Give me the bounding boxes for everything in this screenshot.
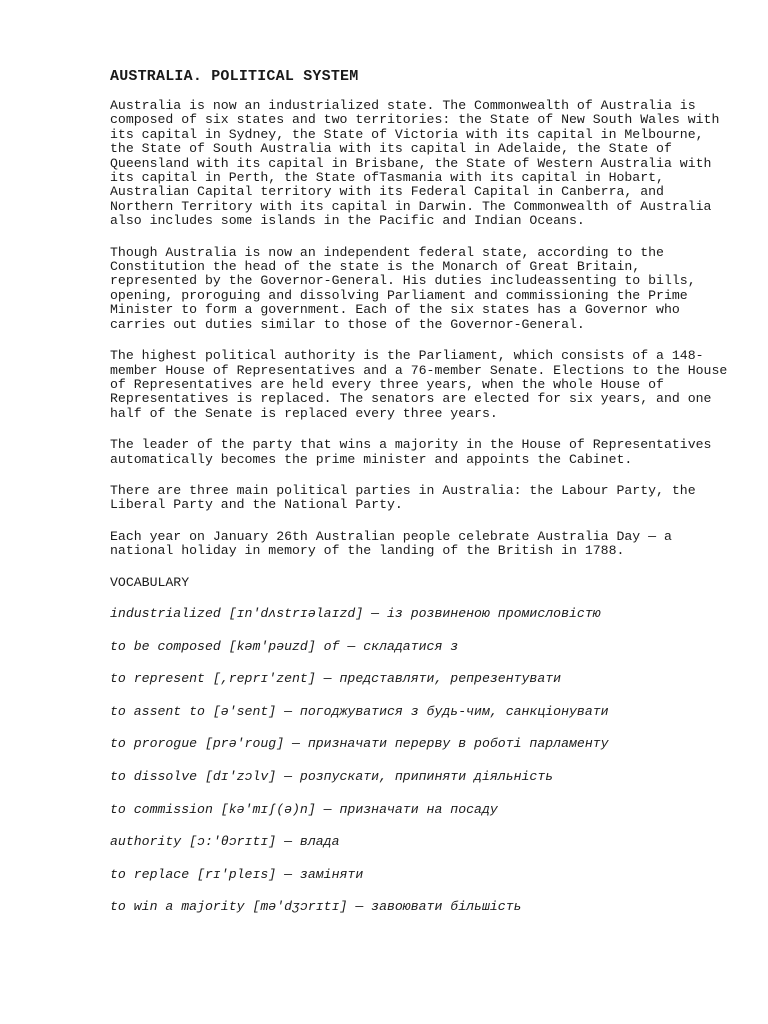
paragraph-parliament: The highest political authority is the Parliament, which consists of a 148-member House of Representatives and a 76-member Senate. Elections to the House of Representatives are held every three years, when the whole House of Representatives is replaced. The senators are elected for six years, and one half of the Senate is replaced every three years. [110, 348, 728, 421]
paragraph-monarch: Though Australia is now an independent federal state, according to the Constitution the head of the state is the Monarch of Great Britain, represented by the Governor-General. His duties includeassenting to bills, opening, proroguing and dissolving Parliament and commissioning the Prime Minister to form a government. Each of the six states has a Governor who carries out duties similar to those of the Governor-General. [110, 244, 696, 332]
document-title: AUSTRALIA. POLITICAL SYSTEM [110, 68, 359, 85]
document-page [110, 68, 730, 933]
vocabulary-item: authority [ɔ:'θɔrɪtɪ] — влада [110, 834, 340, 850]
paragraph-states: Australia is now an industrialized state. The Commonwealth of Australia is composed of six states and two territories: the State of New South Wales with its capital in Sydney, the State of Victoria with its capital in Melbourne, the State of South Australia with its capital in Adelaide, the State of Queensland with its capital in Brisbane, the State of Western Australia with its capital in Perth, the State ofTasmania with its capital in Hobart, Australian Capital territory with its Federal Capital in Canberra, and Northern Territory with its capital in Darwin. The Commonwealth of Australia also includes some islands in the Pacific and Indian Oceans. [110, 98, 720, 229]
vocabulary-item: to assent to [ə'sent] — погоджуватися з будь-чим, санкціонувати [110, 703, 609, 719]
paragraph-australia-day: Each year on January 26th Australian people celebrate Australia Day — a national holiday in memory of the landing of the British in 1788. [110, 528, 672, 559]
vocabulary-item: to replace [rɪ'pleɪs] — заміняти [110, 866, 364, 882]
vocabulary-list [110, 607, 730, 933]
vocabulary-item: to win a majority [mə'dʒɔrɪtɪ] — завоювати більшість [110, 899, 522, 915]
paragraph-prime-minister: The leader of the party that wins a majority in the House of Representatives automatically becomes the prime minister and appoints the Cabinet. [110, 437, 712, 467]
vocabulary-item: to commission [kə'mɪʃ(ə)n] — призначати на посаду [110, 801, 498, 817]
vocabulary-item: to prorogue [prə'roug] — призначати перерву в роботі парламенту [110, 736, 609, 752]
vocabulary-item: to dissolve [dɪ'zɔlv] — розпускати, припиняти діяльність [110, 768, 554, 784]
vocabulary-heading: VOCABULARY [110, 574, 190, 590]
vocabulary-item: industrialized [ɪn'dʌstrɪəlaɪzd] — із розвиненою промисловістю [110, 605, 601, 621]
vocabulary-item: to be composed [kəm'pəuzd] of — складатися з [110, 638, 459, 654]
paragraph-parties: There are three main political parties in Australia: the Labour Party, the Liberal Party and the National Party. [110, 482, 696, 513]
vocabulary-item: to represent [,reprɪ'zent] — представляти, репрезентувати [110, 671, 562, 687]
